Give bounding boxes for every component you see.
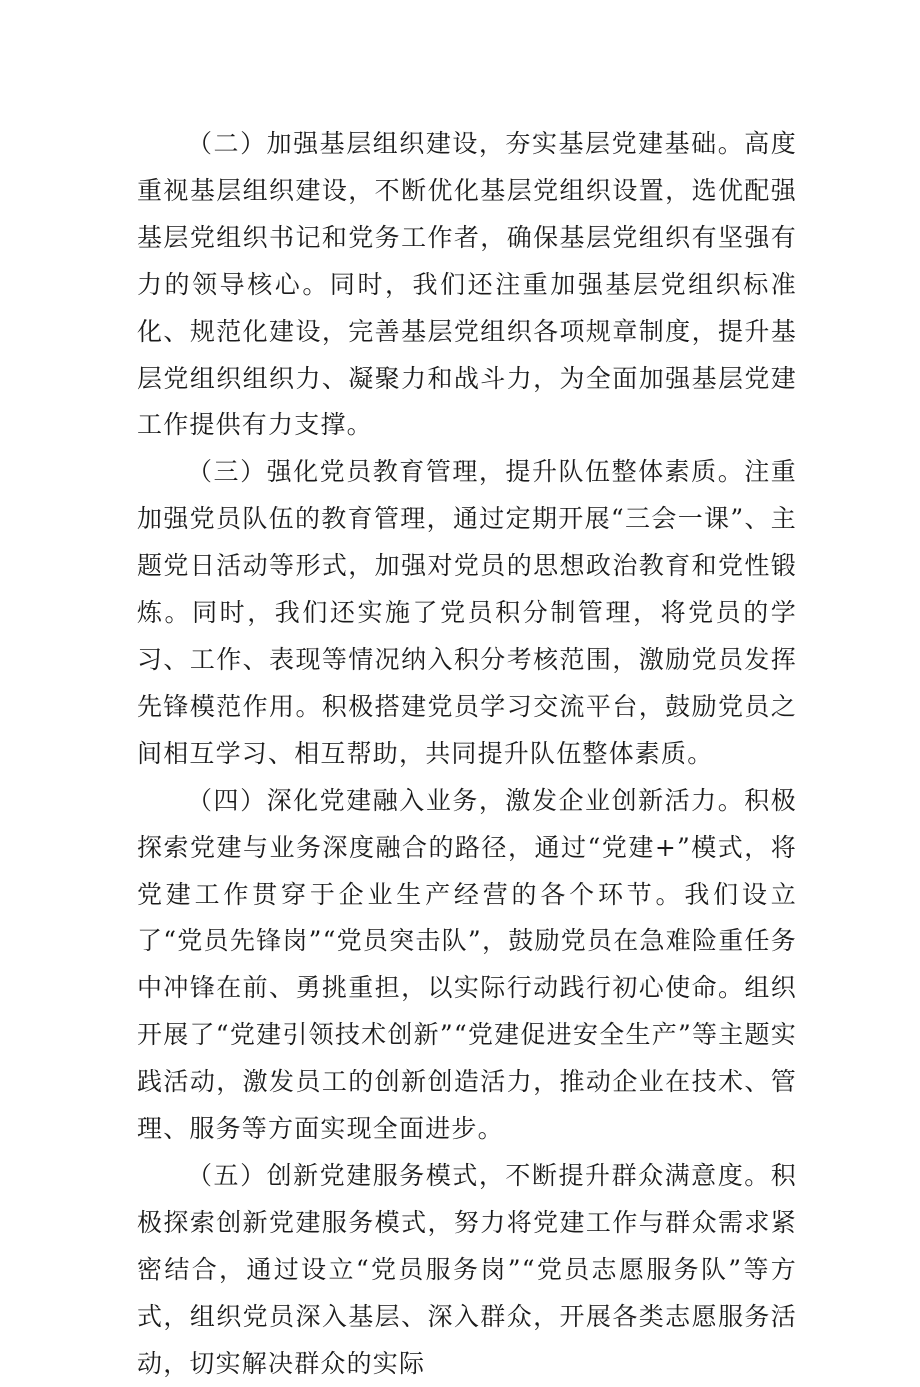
paragraph-lead: （二）加强基层组织建设，夯实基层党建基础。 xyxy=(187,129,745,158)
paragraph-body: 注重加强党员队伍的教育管理，通过定期开展“三会一课”、主题党日活动等形式，加强对党员的思想政治教育和党性锻炼。同时，我们还实施了党员积分制管理，将党员的学习、工作、表现等情况纳入积分考核范围，激励党员发挥先锋模范作用。积极搭建党员学习交流平台，鼓励党员之间相互学习、相互帮助，共同提升队伍整体素质。 xyxy=(137,457,798,768)
paragraph-section-5 xyxy=(137,1153,797,1387)
paragraph-body: 积极探索创新党建服务模式，努力将党建工作与群众需求紧密结合，通过设立“党员服务岗”“党员志愿服务队”等方式，组织党员深入基层、深入群众，开展各类志愿服务活动，切实解决群众的实际 xyxy=(137,1160,797,1378)
document-body xyxy=(137,121,797,1387)
paragraph-section-2 xyxy=(137,121,797,449)
paragraph-body: 高度重视基层组织建设，不断优化基层党组织设置，选优配强基层党组织书记和党务工作者，确保基层党组织有坚强有力的领导核心。同时，我们还注重加强基层党组织标准化、规范化建设，完善基层党组织各项规章制度，提升基层党组织组织力、凝聚力和战斗力，为全面加强基层党建工作提供有力支撑。 xyxy=(137,129,798,440)
paragraph-lead: （五）创新党建服务模式，不断提升群众满意度。 xyxy=(187,1160,771,1190)
paragraph-lead: （四）深化党建融入业务，激发企业创新活力。 xyxy=(187,785,745,815)
paragraph-section-4 xyxy=(137,778,797,1153)
paragraph-body: 积极探索党建与业务深度融合的路径，通过“党建+”模式，将党建工作贯穿于企业生产经营的各个环节。我们设立了“党员先锋岗”“党员突击队”，鼓励党员在急难险重任务中冲锋在前、勇挑重担，以实际行动践行初心使命。组织开展了“党建引领技术创新”“党建促进安全生产”等主题实践活动，激发员工的创新创造活力，推动企业在技术、管理、服务等方面实现全面进步。 xyxy=(137,785,798,1144)
paragraph-lead: （三）强化党员教育管理，提升队伍整体素质。 xyxy=(187,457,745,487)
paragraph-section-3 xyxy=(137,449,797,777)
